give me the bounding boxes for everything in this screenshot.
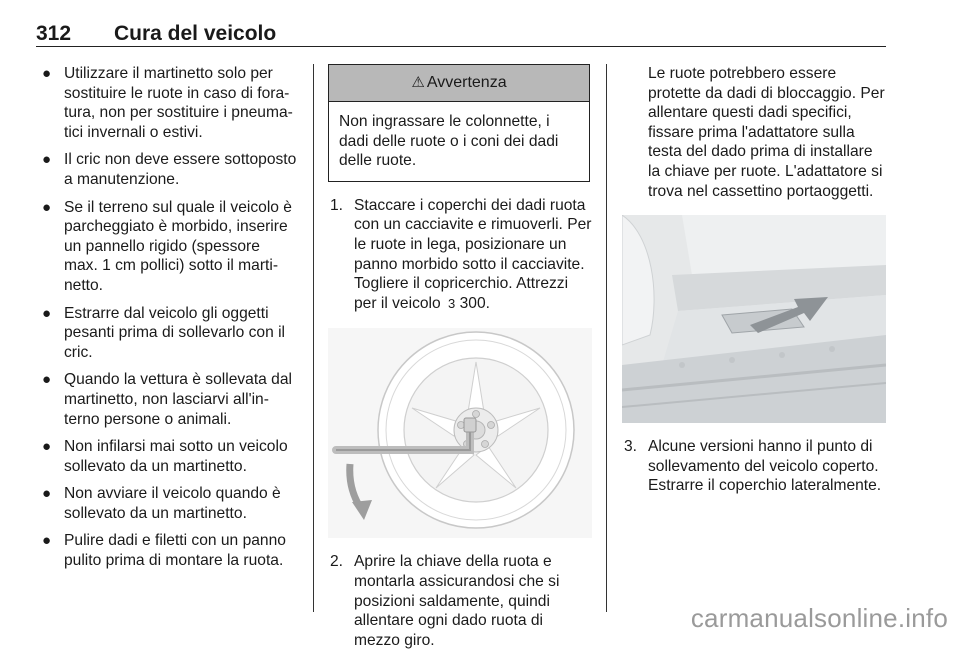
bullet-item: ● Pulire dadi e filetti con un panno pulito prima di montare la ruota. <box>42 532 286 570</box>
page-ref[interactable]: 300. <box>459 294 490 312</box>
column-2 <box>328 64 592 650</box>
column-divider <box>313 64 314 612</box>
step-1 <box>328 196 592 314</box>
jack-point-illustration <box>622 215 886 423</box>
bullet-dot-icon: ● <box>42 151 52 169</box>
warning-box <box>328 64 590 182</box>
bullet-item: ● Non infilarsi mai sotto un veicolo sollevato da un martinetto. <box>42 438 288 475</box>
column-divider <box>606 64 607 612</box>
watermark: carmanualsonline.info <box>690 603 948 633</box>
column-3 <box>622 64 886 496</box>
step-text: Aprire la chiave della ruota e montarla assicurandosi che si posizioni saldamente, quindi allentare ogni dado ruota di mezzo giro. <box>354 553 560 649</box>
step-text: Alcune versioni hanno il punto di sollevamento del veicolo coperto. Estrarre il coperchio lateralmente. <box>648 438 882 495</box>
step-2 <box>328 552 592 650</box>
page-ref-icon: 3 <box>448 295 456 311</box>
step-number: 2. <box>330 553 344 571</box>
bullet-item: ● Non avviare il veicolo quando è sollevato da un martinetto. <box>42 485 281 522</box>
step-text: Staccare i coperchi dei dadi ruota con un cacciavite e rimuoverli. Per le ruote in lega, posizionare un panno morbido sotto il cacciavite. Togliere il copricerchio. Attrezzi per il veicolo <box>354 196 592 312</box>
page-number: 312 <box>36 22 72 45</box>
bullet-item: ● Se il terreno sul quale il veicolo è parcheggiato è morbido, inserire un pannello rigido (spessore max. 1 cm pollici) sotto il marti-netto. <box>42 198 292 294</box>
bullet-dot-icon: ● <box>42 532 52 550</box>
step-number: 3. <box>624 438 638 456</box>
bullet-item: ● Estrarre dal veicolo gli oggetti pesanti prima di sollevarlo con il cric. <box>42 304 286 361</box>
bullet-dot-icon: ● <box>42 304 52 322</box>
wheel-wrench-image <box>328 328 592 538</box>
bullet-dot-icon: ● <box>42 438 52 456</box>
warning-text: Non ingrassare le colonnette, i dadi delle ruote o i coni dei dadi delle ruote. <box>339 113 559 170</box>
bullet-dot-icon: ● <box>42 485 52 503</box>
bullet-dot-icon: ● <box>42 65 52 82</box>
wheel-wrench-illustration <box>328 328 592 538</box>
step-number: 1. <box>330 196 344 214</box>
chapter-title: Cura del veicolo <box>114 22 277 45</box>
column-1 <box>36 64 298 579</box>
warning-triangle-icon: ⚠ <box>411 74 425 91</box>
lock-nut-paragraph: Le ruote potrebbero essere protette da dadi di bloccaggio. Per allentare questi dadi specifici, fissare prima l'adattatore sulla testa del dado prima di installare la chiave per ruote. L'adattatore si trova nel cassettino portaoggetti. <box>648 65 885 200</box>
warning-title: Avvertenza <box>426 74 507 91</box>
bullet-item: ● Utilizzare il martinetto solo per sostituire le ruote in caso di fora-tura, non per sostituire i pneuma-tici invernali o estivi. <box>42 65 293 141</box>
step-3 <box>622 437 886 496</box>
bullet-dot-icon: ● <box>42 198 52 216</box>
page-header <box>36 10 886 47</box>
bullet-dot-icon: ● <box>42 371 52 389</box>
jack-point-image <box>622 215 886 423</box>
bullet-item: ● Il cric non deve essere sottoposto a manutenzione. <box>42 151 297 188</box>
bullet-item: ● Quando la vettura è sollevata dal martinetto, non lasciarvi all'in-terno persone o animali. <box>42 371 292 428</box>
warning-header <box>329 65 589 102</box>
